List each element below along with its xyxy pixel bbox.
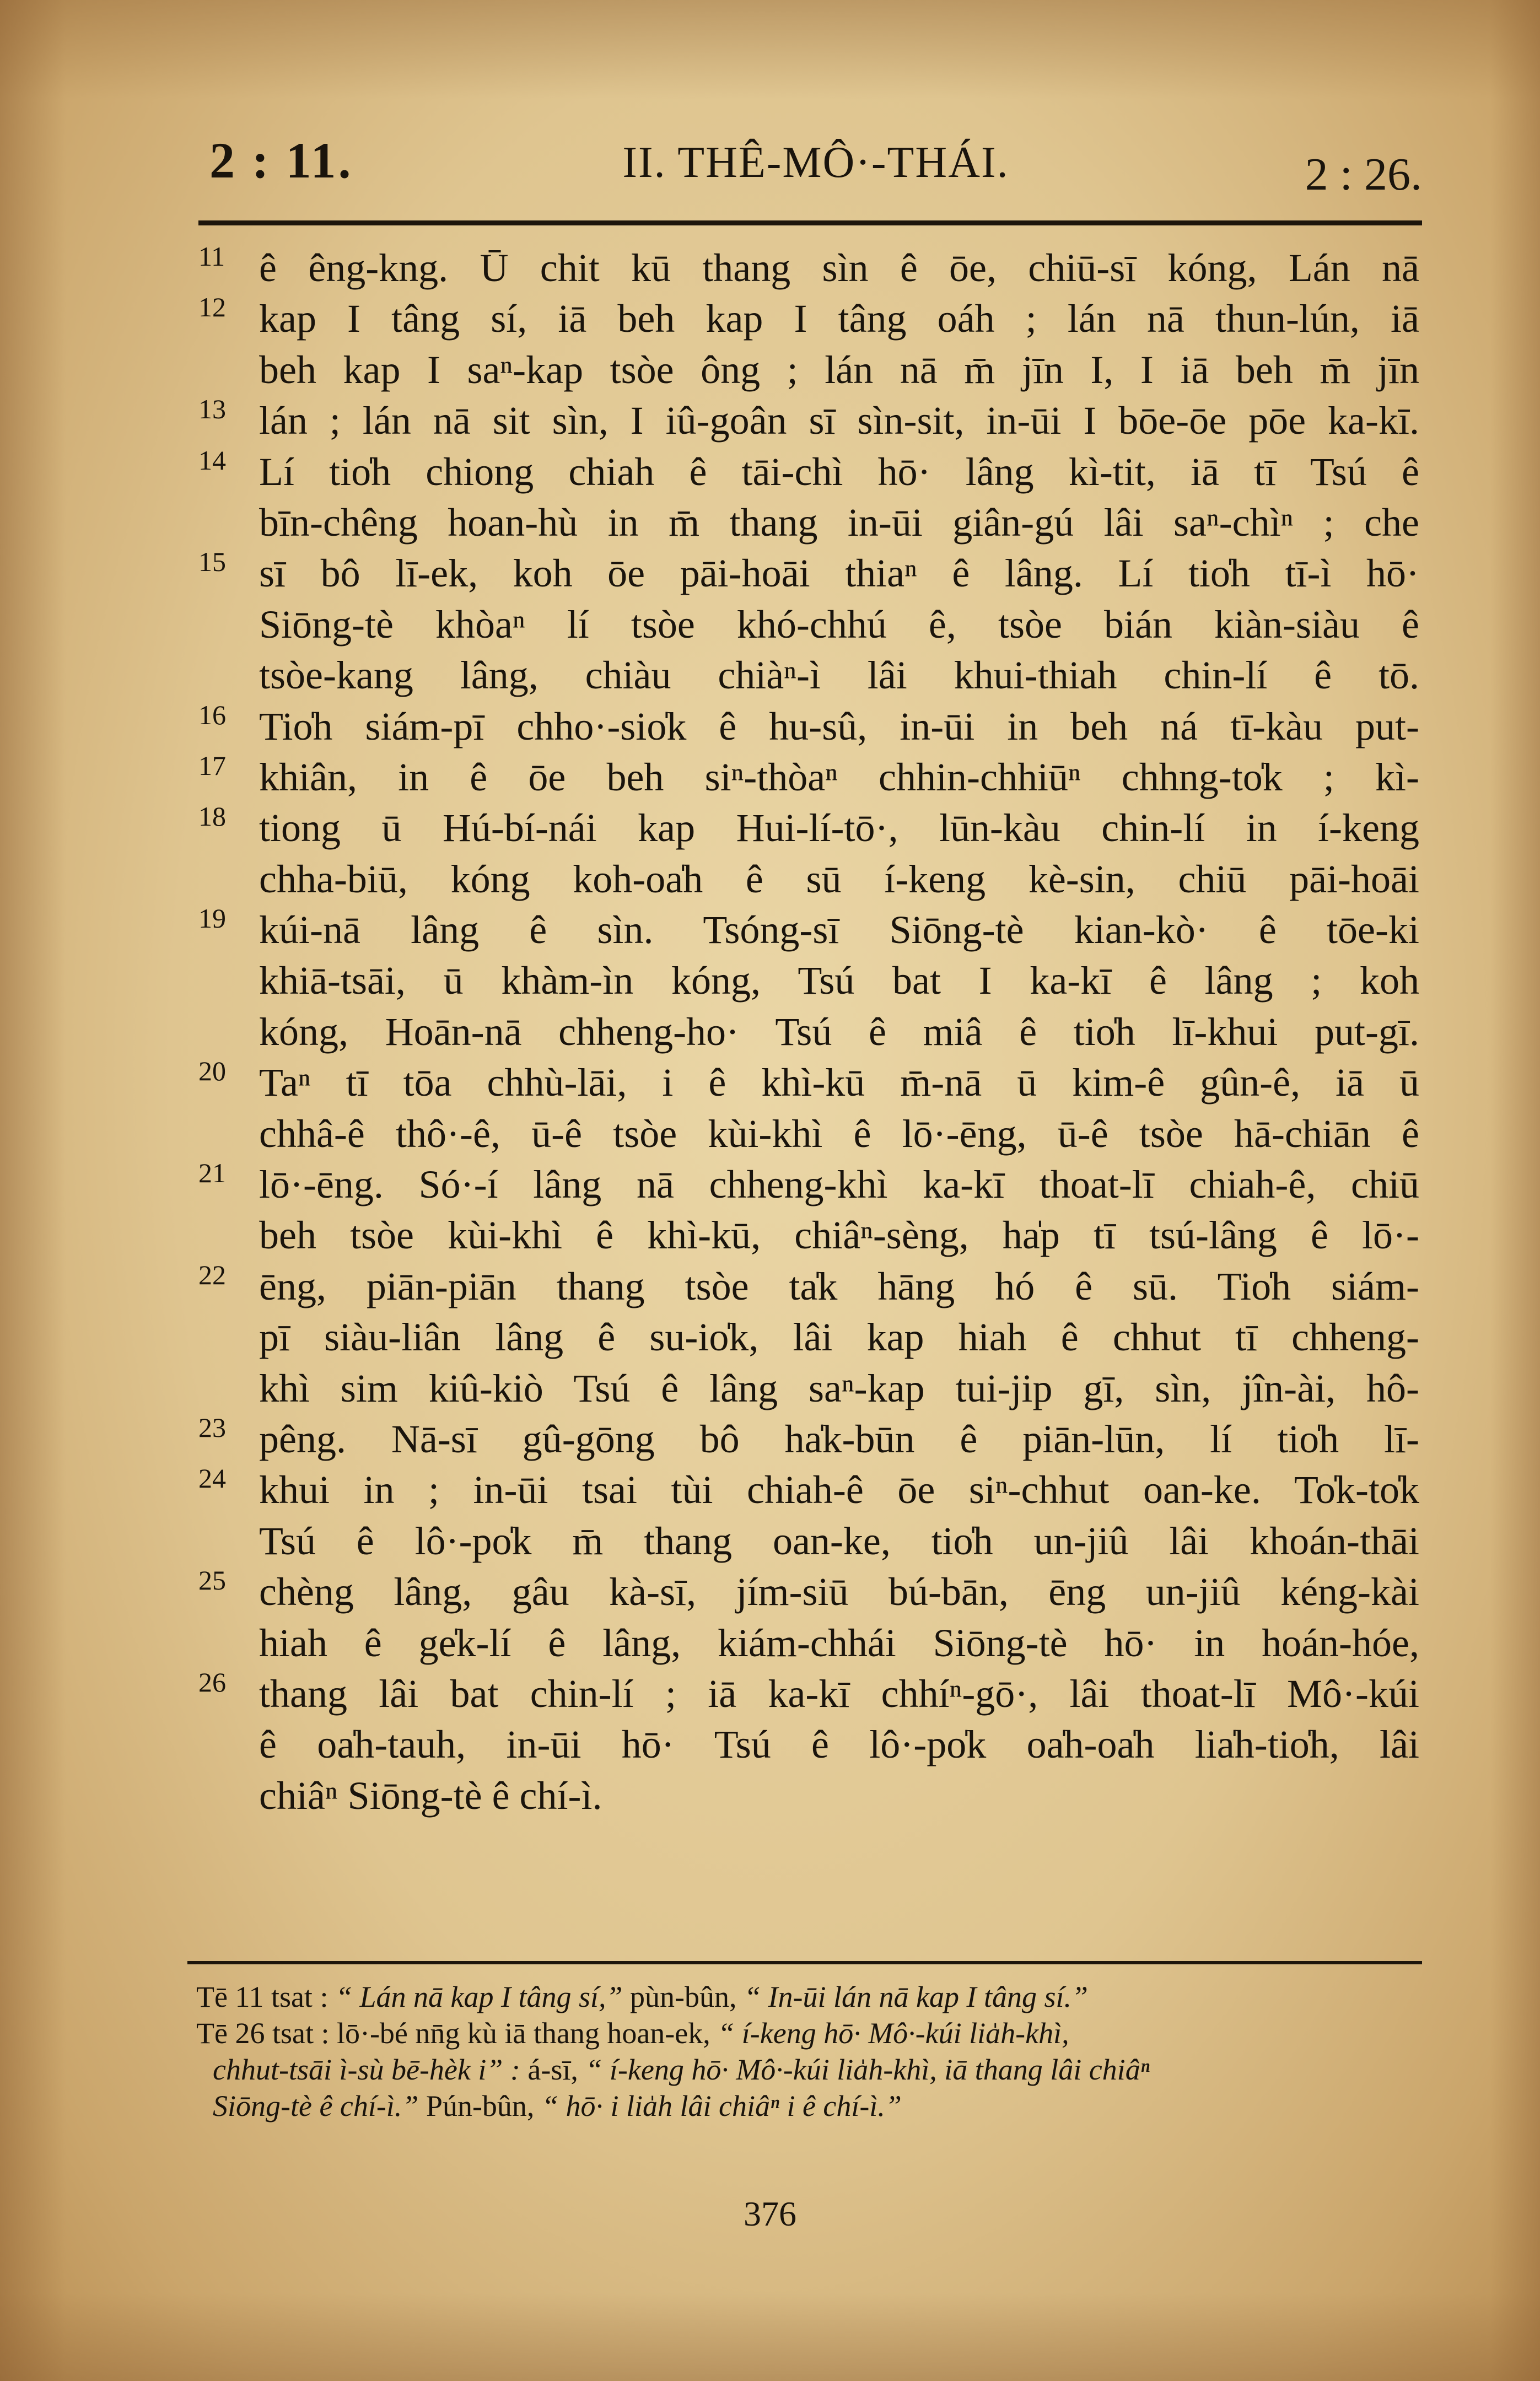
footnote-italic: chhut-tsāi ì-sù bē-hèk i” :	[213, 2053, 520, 2086]
line-text: kap I tâng sí, iā beh kap I tâng oáh ; lán nā thun-lún, iā	[259, 297, 1419, 341]
footnote-line	[196, 2015, 1422, 2051]
verse-number: 21	[198, 1157, 226, 1189]
verse-number: 22	[198, 1259, 226, 1290]
verse-number: 25	[198, 1565, 226, 1596]
verse-number: 26	[198, 1666, 226, 1698]
line-text: Tsú ê lô·-po̍k m̄ thang oan-ke, tio̍h un-jiû lâi khoán-thāi	[259, 1518, 1419, 1563]
text-line	[182, 1159, 1428, 1210]
verse-number: 14	[198, 444, 226, 476]
text-line	[182, 599, 1428, 650]
text-line	[182, 1516, 1428, 1566]
text-line	[182, 395, 1428, 446]
line-text: chhâ-ê thô·-ê, ū-ê tsòe kùi-khì ê lō·-ēng, ū-ê tsòe hā-chiān ê	[259, 1111, 1419, 1156]
text-line	[182, 1719, 1428, 1770]
line-text: tiong ū Hú-bí-nái kap Hui-lí-tō·, lūn-kàu chin-lí in í-keng	[259, 806, 1419, 850]
verse-number: 11	[198, 241, 225, 272]
line-text: beh tsòe kùi-khì ê khì-kū, chiâⁿ-sèng, ha̍p tī tsú-lâng ê lō·-	[259, 1213, 1419, 1258]
text-line	[182, 446, 1428, 497]
chapter-verse-end: 2 : 26.	[1305, 149, 1422, 200]
text-line	[182, 1210, 1428, 1260]
text-line	[182, 1464, 1428, 1515]
footnote-rule	[187, 1961, 1422, 1964]
text-line	[182, 1414, 1428, 1464]
text-line	[182, 548, 1428, 599]
text-line	[182, 650, 1428, 701]
verse-number: 23	[198, 1412, 226, 1443]
footnote-italic: “ Lán nā kap I tâng sí,”	[335, 1980, 623, 2013]
header-rule	[198, 220, 1422, 225]
line-text: khì sim kiû-kiò Tsú ê lâng saⁿ-kap tui-jip gī, sìn, jîn-ài, hô-	[259, 1366, 1419, 1410]
text-line	[182, 1006, 1428, 1057]
text-line	[182, 1770, 1428, 1821]
page-edge-stain	[0, 0, 1540, 99]
line-text: tsòe-kang lâng, chiàu chiàⁿ-ì lâi khui-thiah chin-lí ê tō.	[259, 653, 1419, 698]
text-line	[182, 497, 1428, 548]
footnote-italic: “ In-ūi lán nā kap I tâng sí.”	[744, 1980, 1089, 2013]
text-line	[182, 344, 1428, 395]
text-line	[182, 802, 1428, 853]
text-line	[182, 1566, 1428, 1617]
verse-number: 24	[198, 1463, 226, 1494]
line-text: khiân, in ê ōe beh siⁿ-thòaⁿ chhin-chhiūⁿ chhng-to̍k ; kì-	[259, 755, 1419, 799]
line-text: pêng. Nā-sī gû-gōng bô ha̍k-būn ê piān-lūn, lí tio̍h lī-	[259, 1416, 1419, 1461]
line-text: sī bô lī-ek, koh ōe pāi-hoāi thiaⁿ ê lâng. Lí tio̍h tī-ì hō·	[259, 551, 1419, 596]
line-text: bīn-chêng hoan-hù in m̄ thang in-ūi giân-gú lâi saⁿ-chìⁿ ; che	[259, 500, 1419, 545]
text-line	[182, 1261, 1428, 1312]
line-text: Lí tio̍h chiong chiah ê tāi-chì hō· lâng kì-tit, iā tī Tsú ê	[259, 449, 1419, 494]
footnote-text: á-sī,	[527, 2053, 578, 2086]
line-text: ēng, piān-piān thang tsòe ta̍k hāng hó ê sū. Tio̍h siám-	[259, 1264, 1419, 1308]
line-text: pī siàu-liân lâng ê su-io̍k, lâi kap hiah ê chhut tī chheng-	[259, 1315, 1419, 1360]
text-line	[182, 1057, 1428, 1108]
verse-number: 13	[198, 394, 226, 425]
footnote-italic: “ hō· i lia̍h lâi chiâⁿ i ê chí-ì.”	[541, 2089, 902, 2123]
text-line	[182, 701, 1428, 752]
text-line	[182, 904, 1428, 955]
chapter-verse-start: 2 : 11.	[209, 132, 353, 188]
text-line	[182, 1312, 1428, 1362]
page-edge-stain	[0, 0, 66, 2381]
line-text: ê êng-kng. Ū chit kū thang sìn ê ōe, chiū-sī kóng, Lán nā	[259, 246, 1419, 290]
footnote-italic: “ í-keng hō· Mô·-kúi lia̍h-khì, iā thang lâi chiâⁿ	[585, 2053, 1150, 2086]
footnote-text: pùn-bûn,	[630, 1980, 737, 2013]
footnote-italic: “ í-keng hō· Mô·-kúi lia̍h-khì,	[718, 2017, 1069, 2050]
footnote-ref: Tē 11 tsat :	[196, 1980, 329, 2013]
text-line	[182, 1108, 1428, 1159]
text-line	[182, 1668, 1428, 1719]
footnote-line	[196, 2051, 1422, 2088]
line-text: Siōng-tè khòaⁿ lí tsòe khó-chhú ê, tsòe bián kiàn-siàu ê	[259, 602, 1419, 647]
line-text: khiā-tsāi, ū khàm-ìn kóng, Tsú bat I ka-kī ê lâng ; koh	[259, 958, 1419, 1003]
line-text: hiah ê ge̍k-lí ê lâng, kiám-chhái Siōng-tè hō· in hoán-hóe,	[259, 1620, 1419, 1665]
text-line	[182, 955, 1428, 1006]
text-line	[182, 293, 1428, 344]
text-line	[182, 1618, 1428, 1668]
verse-number: 18	[198, 801, 226, 832]
page-number: 376	[744, 2194, 796, 2233]
text-line	[182, 752, 1428, 802]
footnote-text: Pún-bûn,	[426, 2089, 535, 2123]
page-edge-stain	[1490, 0, 1540, 2381]
line-text: kóng, Hoān-nā chheng-ho· Tsú ê miâ ê tio̍h lī-khui put-gī.	[259, 1009, 1419, 1054]
verse-number: 17	[198, 750, 226, 781]
text-line	[182, 854, 1428, 904]
verse-number: 19	[198, 903, 226, 934]
line-text: kúi-nā lâng ê sìn. Tsóng-sī Siōng-tè kian-kò· ê tōe-ki	[259, 908, 1419, 952]
verse-number: 15	[198, 546, 226, 578]
line-text: Tio̍h siám-pī chho·-sio̍k ê hu-sû, in-ūi in beh ná tī-kàu put-	[259, 704, 1419, 748]
footnote-ref: Tē 26 tsat :	[196, 2017, 330, 2050]
footnotes	[196, 1979, 1422, 2124]
verse-number: 16	[198, 699, 226, 730]
page-edge-stain	[0, 2293, 1540, 2381]
line-text: khui in ; in-ūi tsai tùi chiah-ê ōe siⁿ-chhut oan-ke. To̍k-to̍k	[259, 1468, 1419, 1512]
scripture-text	[182, 243, 1428, 1821]
line-text: chiâⁿ Siōng-tè ê chí-ì.	[259, 1773, 602, 1818]
line-text: lán ; lán nā sit sìn, I iû-goân sī sìn-sit, in-ūi I bōe-ōe pōe ka-kī.	[259, 398, 1419, 443]
line-text: beh kap I saⁿ-kap tsòe ông ; lán nā m̄ jīn I, I iā beh m̄ jīn	[259, 347, 1419, 392]
line-text: Taⁿ tī tōa chhù-lāi, i ê khì-kū m̄-nā ū kim-ê gûn-ê, iā ū	[259, 1060, 1419, 1105]
footnote-line	[196, 2088, 1422, 2124]
footnote-italic: Siōng-tè ê chí-ì.”	[213, 2089, 419, 2123]
running-header	[209, 131, 1422, 214]
verse-number: 20	[198, 1055, 226, 1087]
book-title: II. THÊ-MÔ·-THÁI.	[622, 138, 1009, 187]
line-text: chèng lâng, gâu kà-sī, jím-siū bú-bān, ēng un-jiû kéng-kài	[259, 1570, 1419, 1614]
footnote-text: lō·-bé nn̄g kù iā thang hoan-ek,	[336, 2017, 710, 2050]
line-text: lō·-ēng. Só·-í lâng nā chheng-khì ka-kī thoat-lī chiah-ê, chiū	[259, 1162, 1419, 1207]
text-line	[182, 1363, 1428, 1414]
line-text: ê oa̍h-tauh, in-ūi hō· Tsú ê lô·-po̍k oa̍h-oa̍h lia̍h-tio̍h, lâi	[259, 1722, 1419, 1767]
line-text: chha-biū, kóng koh-oa̍h ê sū í-keng kè-sin, chiū pāi-hoāi	[259, 856, 1419, 901]
text-line	[182, 243, 1428, 293]
verse-number: 12	[198, 292, 226, 323]
footnote-line	[196, 1979, 1422, 2015]
line-text: thang lâi bat chin-lí ; iā ka-kī chhíⁿ-gō·, lâi thoat-lī Mô·-kúi	[259, 1671, 1419, 1716]
